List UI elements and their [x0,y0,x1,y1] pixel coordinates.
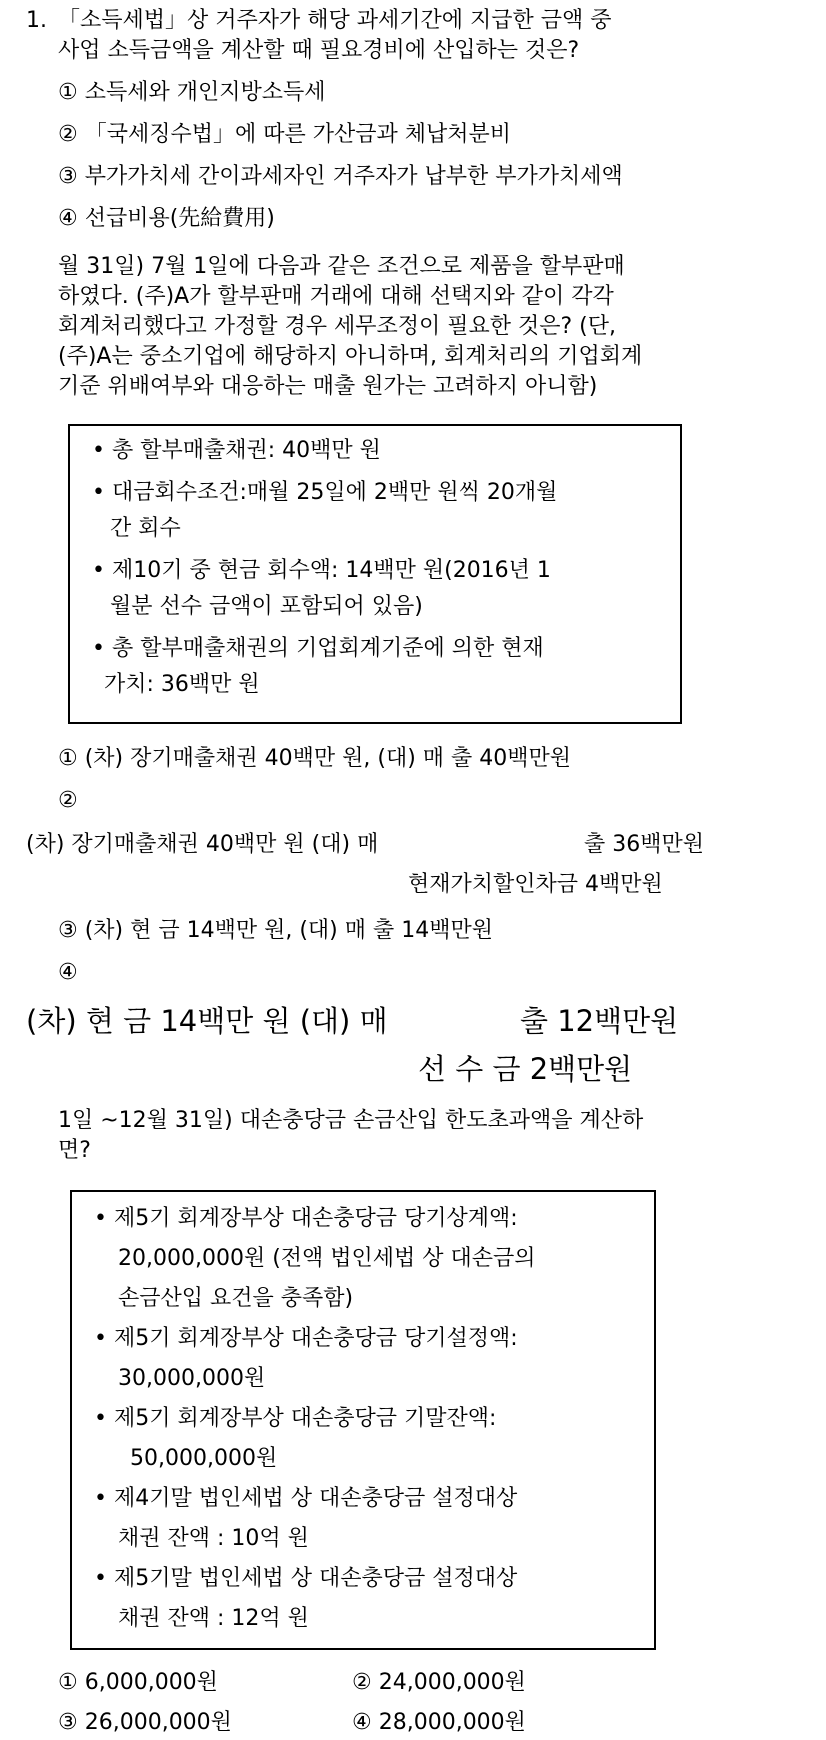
question-2-stem-line-1: 월 31일) 7월 1일에 다음과 같은 조건으로 제품을 할부판매 [58,254,625,279]
question-3-condition-box [70,1190,656,1650]
condition-line: • 총 할부매출채권: 40백만 원 [92,438,381,463]
question-1-option-1[interactable]: ① 소득세와 개인지방소득세 [58,80,326,105]
question-2-stem-line-4: (주)A는 중소기업에 해당하지 아니하며, 회계처리의 기업회계 [58,344,643,369]
question-2-option-4-credit-advance: 선 수 금 2백만원 [418,1052,633,1086]
condition-line: 가치: 36백만 원 [104,672,260,697]
condition-line: 채권 잔액 : 10억 원 [118,1526,309,1551]
question-2-option-4-credit-sales: 출 12백만원 [520,1004,679,1038]
question-2-option-2-credit-discount: 현재가치할인차금 4백만원 [408,872,663,897]
condition-line: 월분 선수 금액이 포함되어 있음) [110,594,423,619]
question-1-number: 1. [26,8,47,33]
question-3-option-1[interactable]: ① 6,000,000원 [58,1670,218,1695]
condition-line: • 제5기 회계장부상 대손충당금 당기설정액: [94,1326,518,1351]
question-3-stem-line-2: 면? [58,1138,91,1163]
question-1-option-4[interactable]: ④ 선급비용(先給費用) [58,206,275,231]
question-3-option-2[interactable]: ② 24,000,000원 [352,1670,526,1695]
condition-line: • 제4기말 법인세법 상 대손충당금 설정대상 [94,1486,518,1511]
question-1-option-2[interactable]: ② 「국세징수법」에 따른 가산금과 체납처분비 [58,122,511,147]
condition-line: • 제5기 회계장부상 대손충당금 당기상계액: [94,1206,518,1231]
condition-line: 20,000,000원 (전액 법인세법 상 대손금의 [118,1246,536,1271]
question-2-option-4-debit: (차) 현 금 14백만 원 (대) 매 [26,1004,388,1038]
question-2-option-4-marker[interactable]: ④ [58,960,78,985]
condition-line: • 제5기 회계장부상 대손충당금 기말잔액: [94,1406,497,1431]
condition-line: • 제5기말 법인세법 상 대손충당금 설정대상 [94,1566,518,1591]
question-2-option-3[interactable]: ③ (차) 현 금 14백만 원, (대) 매 출 14백만원 [58,918,493,943]
question-2-condition-box [68,424,682,724]
question-2-option-2-marker[interactable]: ② [58,788,78,813]
question-3-stem-line-1: 1일 ~12월 31일) 대손충당금 손금산입 한도초과액을 계산하 [58,1108,644,1133]
question-2-option-2-credit-sales: 출 36백만원 [584,832,704,857]
question-1-stem-line-2: 사업 소득금액을 계산할 때 필요경비에 산입하는 것은? [58,38,580,63]
condition-line: • 제10기 중 현금 회수액: 14백만 원(2016년 1 [92,558,551,583]
condition-line: • 대금회수조건:매월 25일에 2백만 원씩 20개월 [92,480,558,505]
question-2-stem-line-2: 하였다. (주)A가 할부판매 거래에 대해 선택지와 같이 각각 [58,284,614,309]
question-3-option-3[interactable]: ③ 26,000,000원 [58,1710,232,1735]
condition-line: 30,000,000원 [118,1366,266,1391]
question-3-option-4[interactable]: ④ 28,000,000원 [352,1710,526,1735]
question-2-option-2-debit: (차) 장기매출채권 40백만 원 (대) 매 [26,832,379,857]
question-1-stem-line-1: 「소득세법」상 거주자가 해당 과세기간에 지급한 금액 중 [58,8,612,33]
condition-line: 간 회수 [110,516,181,541]
condition-line: 채권 잔액 : 12억 원 [118,1606,309,1631]
question-2-stem-line-5: 기준 위배여부와 대응하는 매출 원가는 고려하지 아니함) [58,374,598,399]
question-2-stem-line-3: 회계처리했다고 가정할 경우 세무조정이 필요한 것은? (단, [58,314,617,339]
condition-line: 50,000,000원 [130,1446,278,1471]
question-2-option-1[interactable]: ① (차) 장기매출채권 40백만 원, (대) 매 출 40백만원 [58,746,572,771]
condition-line: • 총 할부매출채권의 기업회계기준에 의한 현재 [92,636,544,661]
question-1-option-3[interactable]: ③ 부가가치세 간이과세자인 거주자가 납부한 부가가치세액 [58,164,623,189]
condition-line: 손금산입 요건을 충족함) [118,1286,354,1311]
